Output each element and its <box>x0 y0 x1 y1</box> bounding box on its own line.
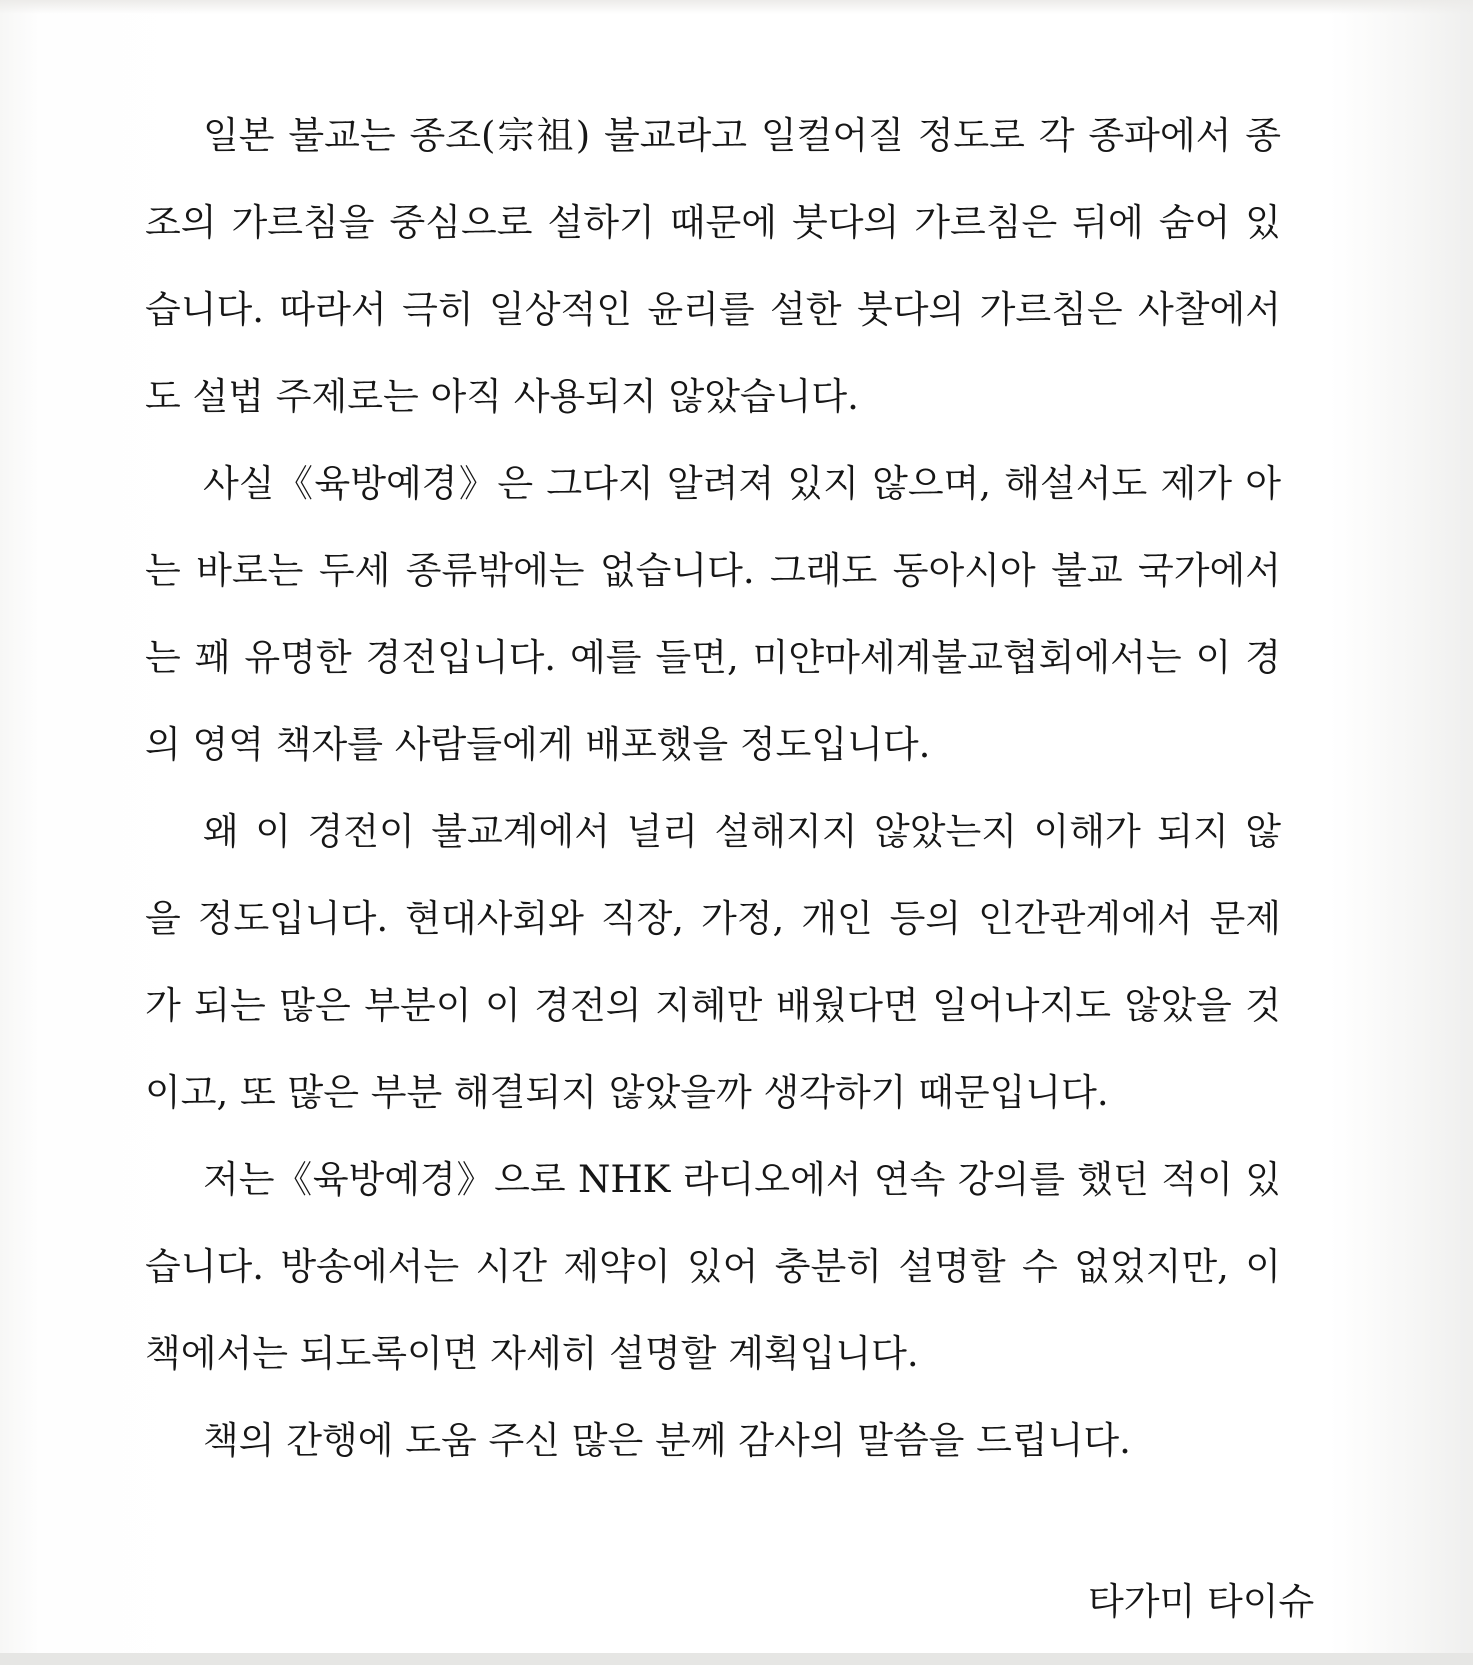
text-line: 책의 간행에 도움 주신 많은 분께 감사의 말씀을 드립니다. <box>203 1419 1131 1462</box>
paragraph-3 <box>145 788 1281 1136</box>
text-line: 사실《육방예경》은 그다지 알려져 있지 않으며, 해설서도 제가 아 <box>203 462 1281 505</box>
text-line: 조의 가르침을 중심으로 설하기 때문에 붓다의 가르침은 뒤에 숨어 있 <box>145 201 1281 244</box>
text-line: 저는《육방예경》으로 NHK 라디오에서 연속 강의를 했던 적이 있 <box>203 1158 1281 1201</box>
author-signature: 타가미 타이슈 <box>1088 1580 1315 1623</box>
preface-body <box>145 92 1281 1484</box>
paragraph-4 <box>145 1136 1281 1397</box>
paragraph-2 <box>145 440 1281 788</box>
text-line: 습니다. 방송에서는 시간 제약이 있어 충분히 설명할 수 없었지만, 이 <box>145 1245 1281 1288</box>
text-line: 는 바로는 두세 종류밖에는 없습니다. 그래도 동아시아 불교 국가에서 <box>145 549 1281 592</box>
text-line: 을 정도입니다. 현대사회와 직장, 가정, 개인 등의 인간관계에서 문제 <box>145 897 1281 940</box>
paragraph-5 <box>145 1397 1281 1484</box>
text-line: 도 설법 주제로는 아직 사용되지 않았습니다. <box>145 375 859 418</box>
text-line: 가 되는 많은 부분이 이 경전의 지혜만 배웠다면 일어나지도 않았을 것 <box>145 984 1281 1027</box>
text-line: 습니다. 따라서 극히 일상적인 윤리를 설한 붓다의 가르침은 사찰에서 <box>145 288 1281 331</box>
paragraph-1 <box>145 92 1281 440</box>
text-line: 이고, 또 많은 부분 해결되지 않았을까 생각하기 때문입니다. <box>145 1071 1109 1114</box>
scan-shadow-top <box>0 0 1473 14</box>
text-line: 일본 불교는 종조(宗祖) 불교라고 일컬어질 정도로 각 종파에서 종 <box>203 114 1281 157</box>
text-line: 책에서는 되도록이면 자세히 설명할 계획입니다. <box>145 1332 919 1375</box>
text-line: 는 꽤 유명한 경전입니다. 예를 들면, 미얀마세계불교협회에서는 이 경 <box>145 636 1281 679</box>
text-line: 왜 이 경전이 불교계에서 널리 설해지지 않았는지 이해가 되지 않 <box>203 810 1281 853</box>
text-line: 의 영역 책자를 사람들에게 배포했을 정도입니다. <box>145 723 931 766</box>
scan-edge-bottom <box>0 1653 1473 1665</box>
